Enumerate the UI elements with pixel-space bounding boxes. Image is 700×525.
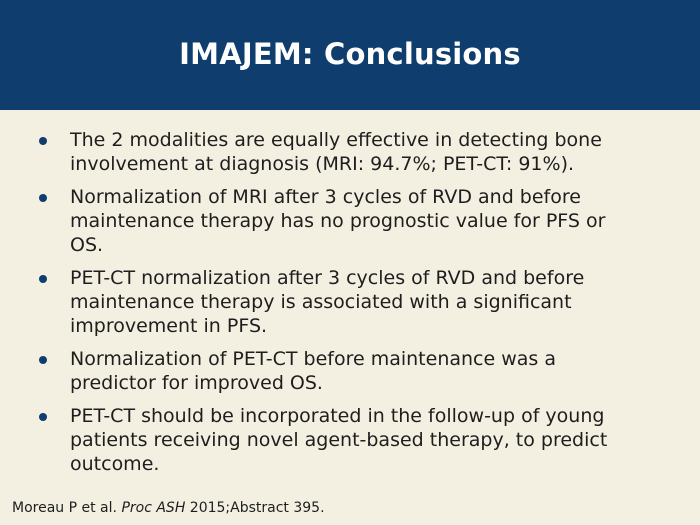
citation-journal: Proc ASH [121,500,186,516]
bullet-icon [39,194,47,202]
bullet-icon [39,137,47,145]
citation [12,500,325,516]
bullet-text: PET-CT should be incorporated in the follow-up of young patients receiving novel agent-based therapy, to predict outcome. [70,405,608,475]
bullet-icon [39,275,47,283]
list-item [38,347,638,395]
list-item [38,404,638,476]
bullet-icon [39,413,47,421]
list-item [38,266,638,338]
title-bar [0,0,700,110]
bullet-text: The 2 modalities are equally effective in detecting bone involvement at diagnosis (MRI: 94.7%; PET-CT: 91%). [70,129,602,175]
bullet-text: Normalization of PET-CT before maintenance was a predictor for improved OS. [70,348,556,394]
list-item [38,185,638,257]
list-item [38,128,638,176]
slide-title: IMAJEM: Conclusions [179,37,521,71]
citation-authors: Moreau P et al. [12,500,122,516]
conclusions-list [38,128,638,485]
bullet-text: Normalization of MRI after 3 cycles of RVD and before maintenance therapy has no prognostic value for PFS or OS. [70,186,606,256]
citation-details: 2015;Abstract 395. [185,500,325,516]
bullet-icon [39,356,47,364]
bullet-text: PET-CT normalization after 3 cycles of RVD and before maintenance therapy is associated with a significant improvement in PFS. [70,267,585,337]
